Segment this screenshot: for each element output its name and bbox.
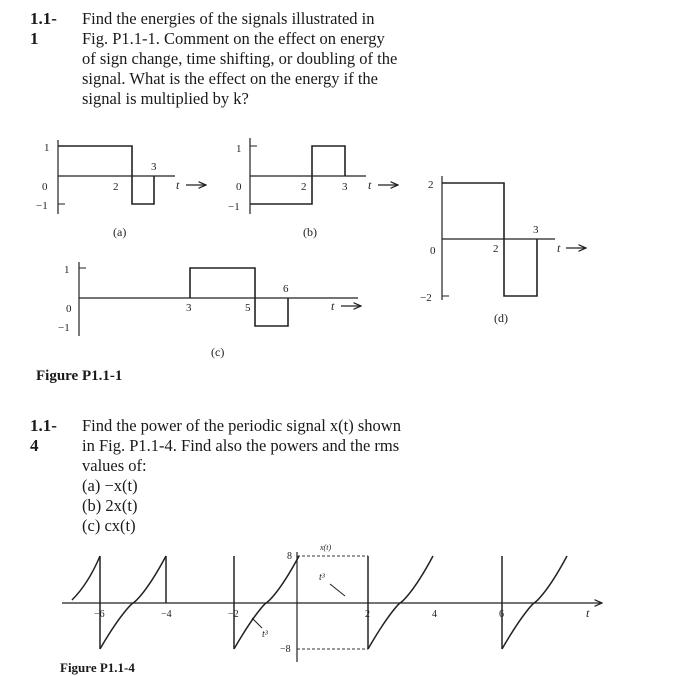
x-tick-label: 6 [283, 283, 289, 295]
curve-label-bottom: t³ [262, 629, 268, 640]
problem-number: 1.1-4 [30, 416, 57, 455]
y-tick-label: 0 [236, 181, 242, 193]
statement-line: in Fig. P1.1-4. Find also the powers and the rms [82, 436, 400, 455]
t-axis-label: t [331, 299, 335, 313]
statement-line: values of: [82, 456, 147, 475]
figure-1-title: Figure P1.1-1 [36, 368, 123, 384]
plot-periodic [62, 543, 602, 662]
t-axis-label: t [176, 178, 180, 192]
y-tick-label: −1 [228, 201, 240, 213]
y-tick-label: 0 [430, 245, 436, 257]
y-tick-label: −2 [420, 292, 432, 304]
y-tick-label: 0 [42, 181, 48, 193]
statement-line: (c) cx(t) [82, 516, 136, 535]
x-tick-label: −2 [228, 609, 239, 620]
statement-line: Find the energies of the signals illustrated in [82, 9, 375, 28]
statement-line: of sign change, time shifting, or doubling of the [82, 49, 398, 68]
y-tick-label: −1 [58, 322, 70, 334]
caption-a: (a) [113, 225, 127, 239]
figure-4-title: Figure P1.1-4 [60, 660, 135, 675]
plot-a [36, 140, 206, 239]
t-axis-label: t [557, 241, 561, 255]
signal-waveform [190, 268, 288, 326]
y-label-bottom: −8 [280, 644, 291, 655]
x-tick-label: 3 [533, 224, 539, 236]
caption-c: (c) [211, 345, 225, 359]
statement-line: Find the power of the periodic signal x(t) shown [82, 416, 401, 435]
plot-b [228, 138, 398, 239]
x-tick-label: 3 [186, 302, 192, 314]
y-tick-label: 1 [64, 264, 70, 276]
plot-d [420, 176, 586, 325]
statement-line: Fig. P1.1-1. Comment on the effect on energy [82, 29, 385, 48]
y-tick-label: 1 [44, 142, 50, 154]
x-tick-label: −6 [94, 609, 105, 620]
plot-c [58, 262, 361, 359]
t-axis-label: t [586, 606, 590, 620]
problem-number: 1.1-1 [30, 9, 57, 48]
caption-b: (b) [303, 225, 317, 239]
x-tick-label: 6 [499, 609, 504, 620]
signal-waveform [250, 146, 345, 204]
caption-d: (d) [494, 311, 508, 325]
signal-waveform [58, 146, 154, 204]
statement-line: signal. What is the effect on the energy if the [82, 69, 378, 88]
t-axis-label: t [368, 178, 372, 192]
statement-line: (a) −x(t) [82, 476, 138, 495]
x-tick-label: 2 [113, 181, 119, 193]
statement-line: (b) 2x(t) [82, 496, 138, 515]
y-label-top: 8 [287, 551, 292, 562]
x-tick-label: 2 [493, 243, 499, 255]
statement-line: signal is multiplied by k? [82, 89, 249, 108]
curve-label-top: t³ [319, 572, 325, 583]
curve-segment [72, 556, 100, 600]
pointer [252, 618, 262, 628]
header-label: x(t) [320, 543, 332, 552]
y-tick-label: −1 [36, 200, 48, 212]
x-tick-label: −4 [161, 609, 172, 620]
pointer [330, 584, 345, 596]
y-tick-label: 1 [236, 143, 242, 155]
y-tick-label: 2 [428, 179, 434, 191]
x-tick-label: 5 [245, 302, 251, 314]
x-tick-label: 4 [432, 609, 437, 620]
x-tick-label: 3 [151, 161, 157, 173]
y-tick-label: 0 [66, 303, 72, 315]
x-tick-label: 3 [342, 181, 348, 193]
x-tick-label: 2 [365, 609, 370, 620]
x-tick-label: 2 [301, 181, 307, 193]
